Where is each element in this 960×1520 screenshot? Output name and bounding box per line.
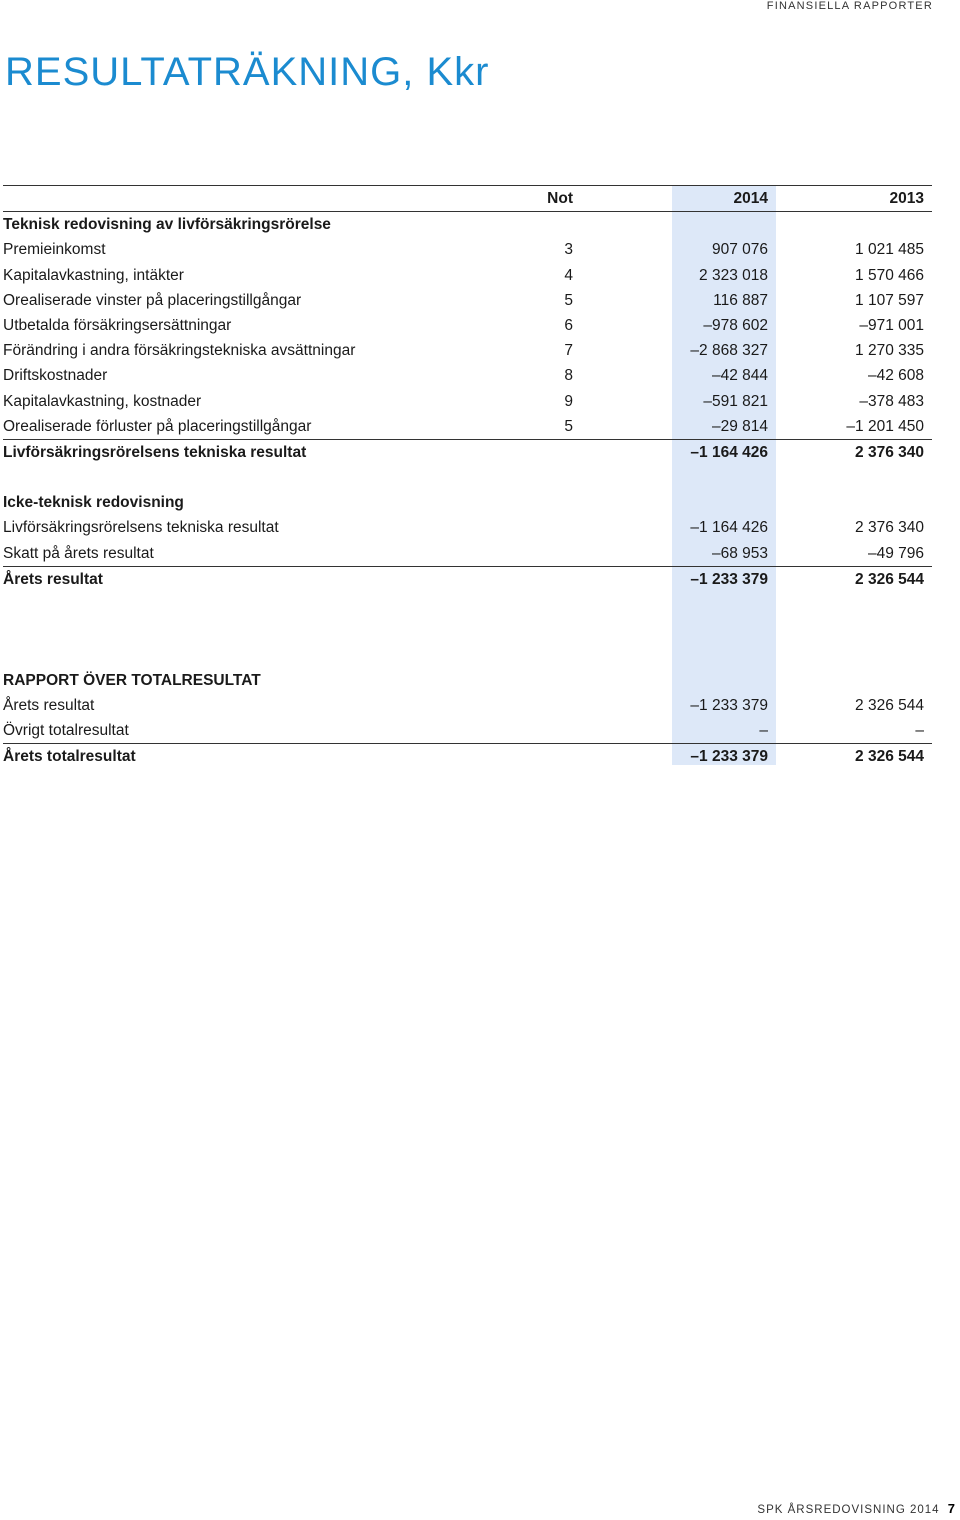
row-label: Livförsäkringsrörelsens tekniska resultat <box>3 519 279 537</box>
table-row <box>3 668 932 693</box>
column-header-note: Not <box>547 190 573 207</box>
table-row <box>3 541 932 567</box>
row-value-2013: 2 376 340 <box>855 519 924 537</box>
table-row <box>3 338 932 363</box>
table-row <box>3 465 932 490</box>
row-note: 8 <box>564 367 573 385</box>
row-label: Teknisk redovisning av livförsäkringsrörelse <box>3 216 331 234</box>
row-note: 7 <box>564 342 573 360</box>
row-label: Årets totalresultat <box>3 748 136 766</box>
table-row <box>3 515 932 540</box>
row-value-2013: 2 376 340 <box>855 443 924 461</box>
row-value-2014: –1 164 426 <box>690 519 768 537</box>
row-label: Driftskostnader <box>3 367 108 385</box>
page-title: RESULTATRÄKNING, Kkr <box>5 50 490 94</box>
row-value-2014: 907 076 <box>711 241 768 259</box>
table-row <box>3 363 932 388</box>
row-label: Årets resultat <box>3 696 95 714</box>
row-value-2014: – <box>759 721 768 739</box>
table-row <box>3 237 932 262</box>
table-row <box>3 313 932 338</box>
table-row <box>3 718 932 744</box>
publication-name: SPK ÅRSREDOVISNING 2014 <box>757 1504 940 1516</box>
row-note: 6 <box>564 316 573 334</box>
row-value-2014: –42 844 <box>711 367 768 385</box>
row-value-2013: 1 107 597 <box>855 291 924 309</box>
row-label: Övrigt totalresultat <box>3 721 129 739</box>
row-value-2014: 2 323 018 <box>699 266 768 284</box>
income-statement-table <box>3 185 932 769</box>
row-label: Premieinkomst <box>3 241 106 259</box>
table-row <box>3 263 932 288</box>
row-value-2013: – <box>915 721 924 739</box>
row-label: Förändring i andra försäkringstekniska avsättningar <box>3 342 356 360</box>
table-row <box>3 490 932 515</box>
row-label: RAPPORT ÖVER TOTALRESULTAT <box>3 671 261 689</box>
table-row <box>3 744 932 769</box>
row-value-2013: 1 570 466 <box>855 266 924 284</box>
row-value-2014: –68 953 <box>711 544 768 562</box>
row-label: Orealiserade vinster på placeringstillgångar <box>3 291 302 309</box>
row-value-2013: 1 021 485 <box>855 241 924 259</box>
row-value-2013: 2 326 544 <box>855 748 924 766</box>
row-note: 3 <box>564 241 573 259</box>
row-value-2014: 116 887 <box>713 291 768 309</box>
row-value-2014: –1 233 379 <box>690 748 768 766</box>
row-value-2013: 1 270 335 <box>855 342 924 360</box>
row-value-2013: –378 483 <box>859 392 924 410</box>
row-value-2014: –1 233 379 <box>690 696 768 714</box>
row-value-2014: –1 233 379 <box>690 570 768 588</box>
row-label: Utbetalda försäkringsersättningar <box>3 316 232 334</box>
table-row <box>3 440 932 465</box>
row-value-2013: –42 608 <box>867 367 924 385</box>
row-note: 5 <box>564 417 573 435</box>
row-value-2013: –49 796 <box>867 544 924 562</box>
row-value-2014: –978 602 <box>703 316 768 334</box>
table-row <box>3 414 932 440</box>
table-row <box>3 693 932 718</box>
row-value-2013: 2 326 544 <box>855 696 924 714</box>
table-row <box>3 288 932 313</box>
row-value-2013: 2 326 544 <box>855 570 924 588</box>
row-label: Livförsäkringsrörelsens tekniska resultat <box>3 443 307 461</box>
table-row <box>3 389 932 414</box>
page-number: 7 <box>947 1501 956 1516</box>
row-label: Kapitalavkastning, kostnader <box>3 392 202 410</box>
row-note: 4 <box>564 266 573 284</box>
row-label: Skatt på årets resultat <box>3 544 154 562</box>
row-value-2013: –971 001 <box>859 316 924 334</box>
table-row <box>3 592 932 668</box>
row-note: 9 <box>564 392 573 410</box>
section-label: FINANSIELLA RAPPORTER <box>766 0 933 12</box>
column-header-2014: 2014 <box>733 190 768 207</box>
row-label: Årets resultat <box>3 570 103 588</box>
table-row <box>3 212 932 237</box>
row-value-2014: –2 868 327 <box>690 342 768 360</box>
row-label: Icke-teknisk redovisning <box>3 494 184 512</box>
page-footer <box>757 1501 956 1516</box>
row-value-2014: –29 814 <box>711 417 768 435</box>
table-row <box>3 567 932 592</box>
row-label: Orealiserade förluster på placeringstillgångar <box>3 417 312 435</box>
row-value-2014: –1 164 426 <box>690 443 768 461</box>
row-value-2013: –1 201 450 <box>846 417 924 435</box>
table-body <box>3 212 932 769</box>
table-header-row <box>3 185 932 212</box>
column-header-2013: 2013 <box>889 190 924 207</box>
row-label: Kapitalavkastning, intäkter <box>3 266 184 284</box>
row-value-2014: –591 821 <box>703 392 768 410</box>
row-note: 5 <box>564 291 573 309</box>
